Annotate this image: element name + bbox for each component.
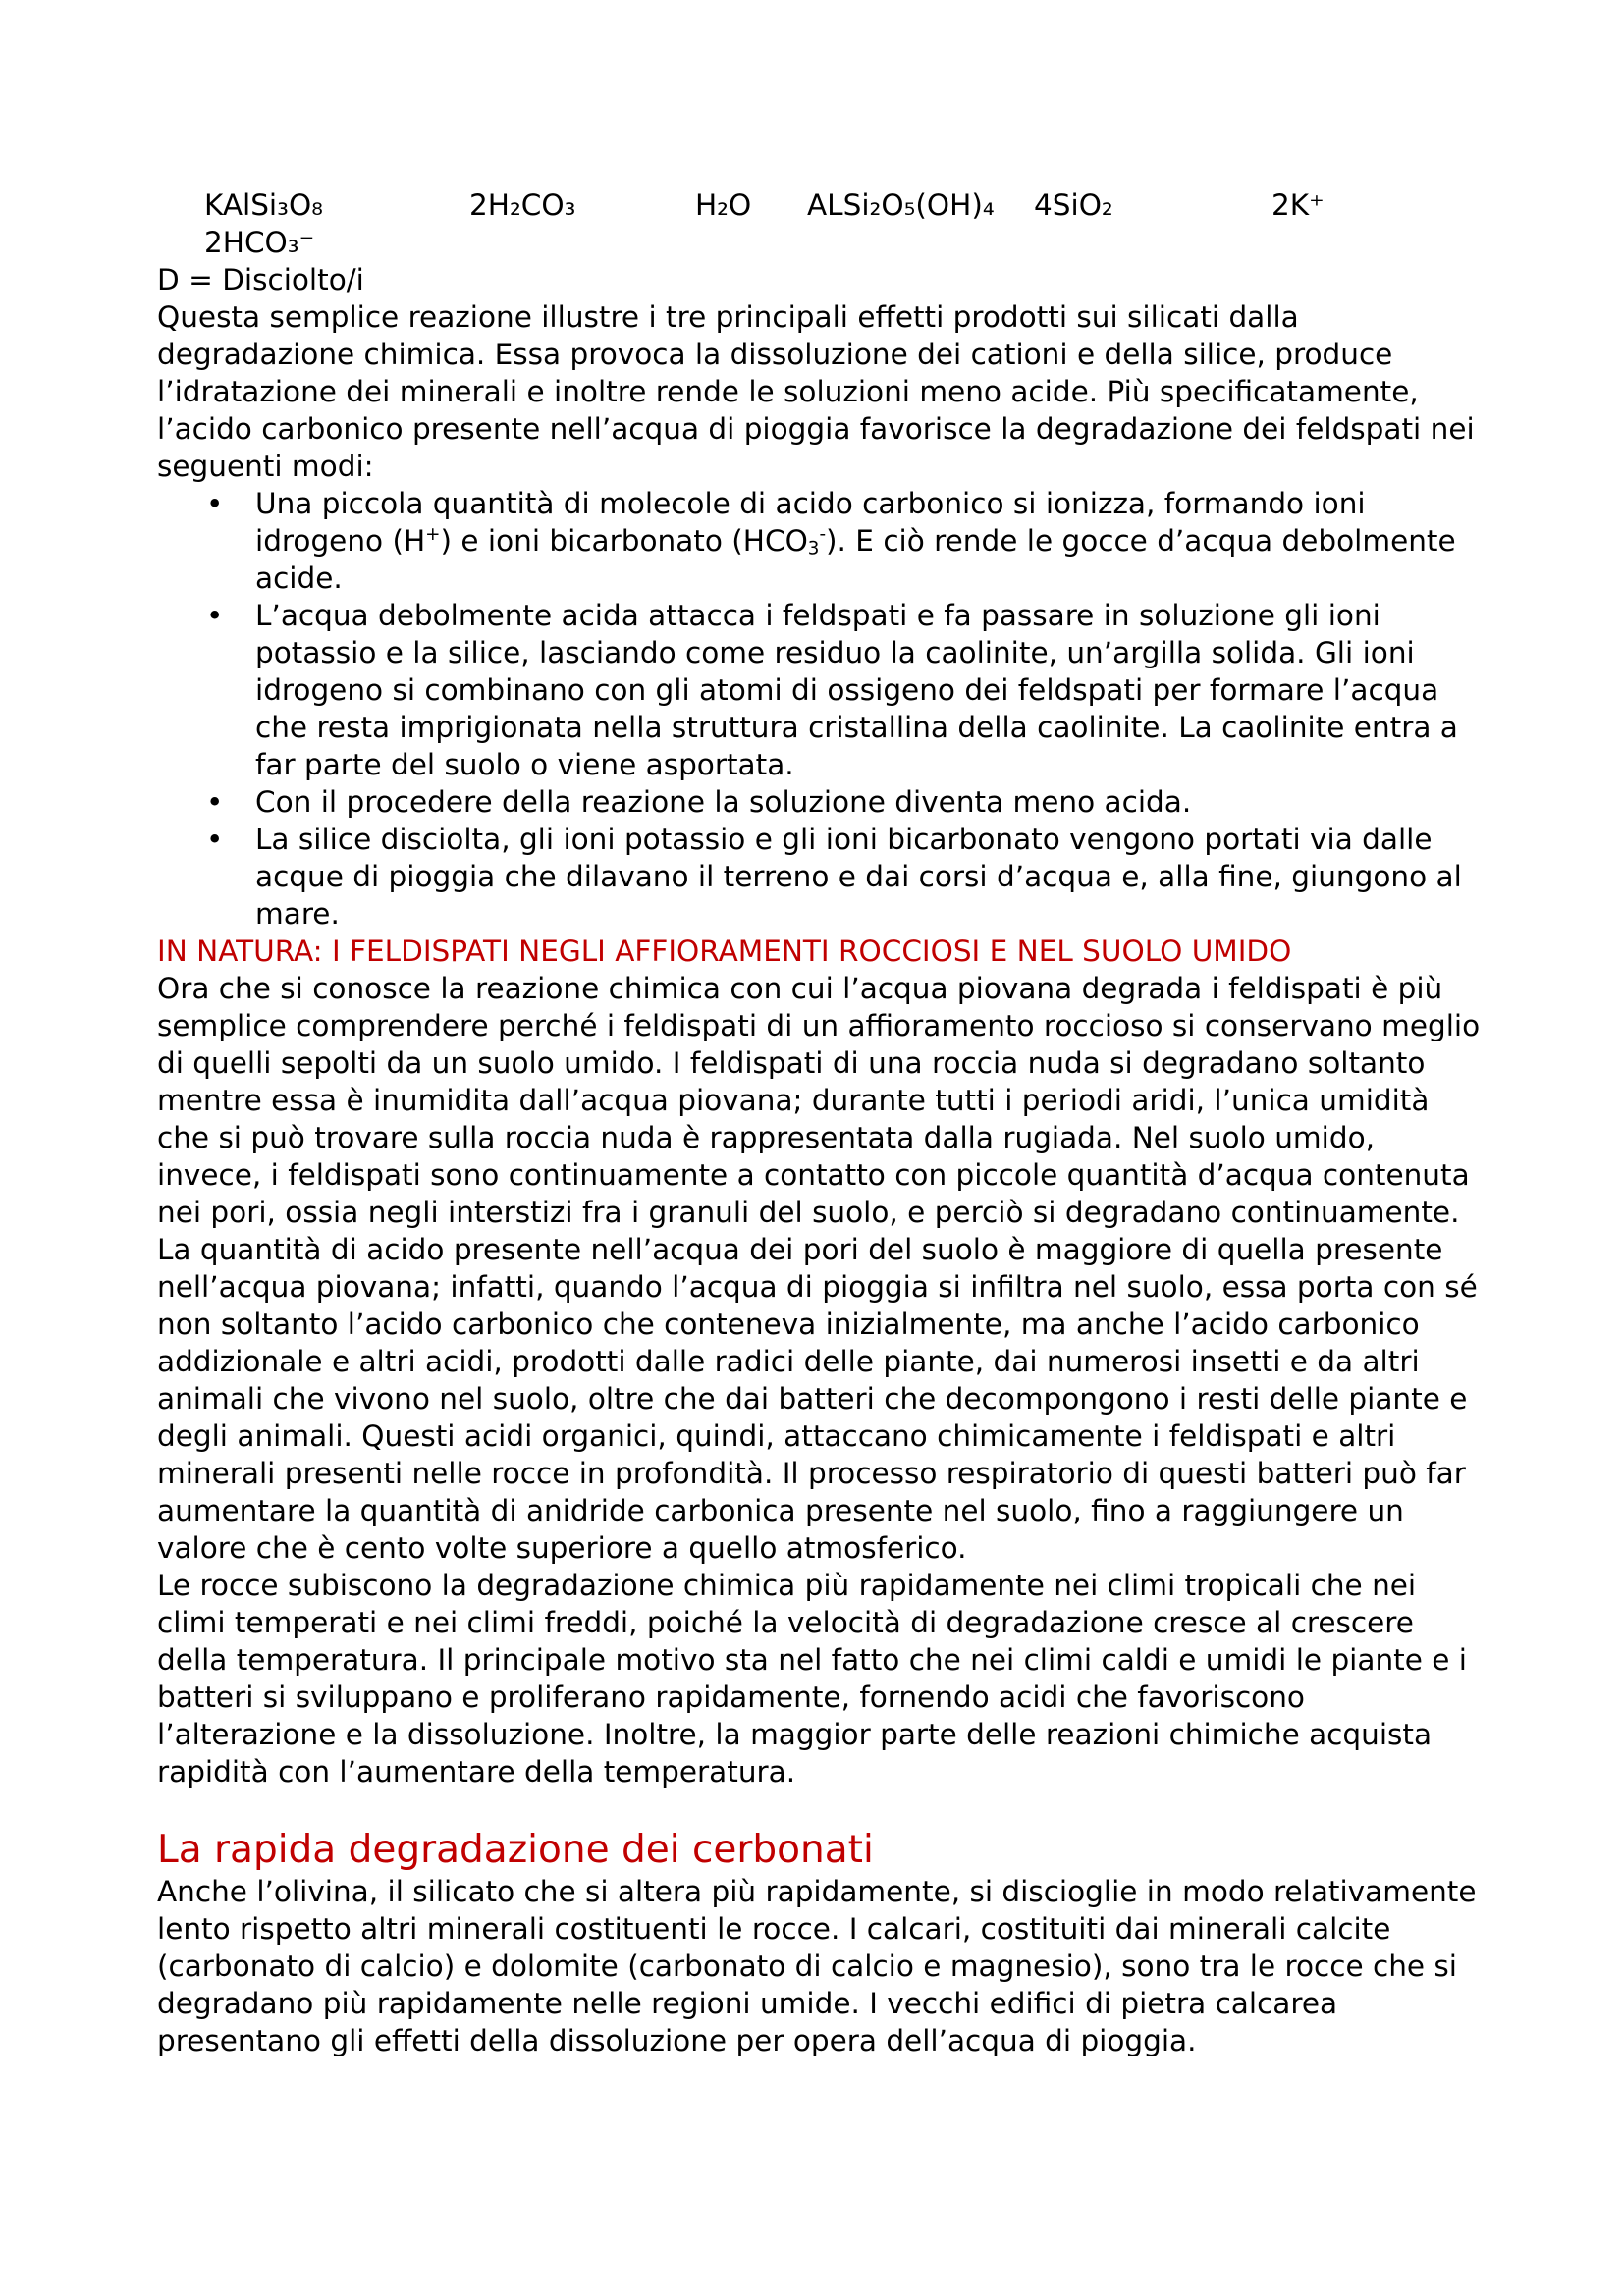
formula-term-feldspar: KAlSi₃O₈ (204, 188, 323, 222)
reaction-equation (157, 187, 1483, 224)
bullet-icon: • (206, 823, 224, 856)
bullet-icon: • (206, 487, 224, 520)
list-item (157, 783, 1483, 821)
paragraph-natura: Ora che si conosce la reazione chimica con cui l’acqua piovana degrada i feldispati è più semplice comprendere perché i feldispati di un affioramento roccioso si conservano meglio di quelli sepolti da un suolo umido. I feldispati di una roccia nuda si degradano soltanto mentre essa è inumidita dall’acqua piovana; durante tutti i periodi aridi, l’unica umidità che si può trovare sulla roccia nuda è rappresentata dalla rugiada. Nel suolo umido, invece, i feldispati sono continuamente a contatto con piccole quantità d’acqua contenuta nei pori, ossia negli interstizi fra i granuli del suolo, e perciò si degradano continuamente. La quantità di acido presente nell’acqua dei pori del suolo è maggiore di quella presente nell’acqua piovana; infatti, quando l’acqua di pioggia si infiltra nel suolo, essa porta con sé non soltanto l’acido carbonico che conteneva inizialmente, ma anche l’acido carbonico addizionale e altri acidi, prodotti dalle radici delle piante, dai numerosi insetti e da altri animali che vivono nel suolo, oltre che dai batteri che decompongono i resti delle piante e degli animali. Questi acidi organici, quindi, attaccano chimicamente i feldispati e altri minerali presenti nelle rocce in profondità. Il processo respiratorio di questi batteri può far aumentare la quantità di anidride carbonica presente nel suolo, fino a raggiungere un valore che è cento volte superiore a quello atmosferico. (157, 972, 1481, 1565)
subheading-natura: IN NATURA: I FELDISPATI NEGLI AFFIORAMENTI ROCCIOSI E NEL SUOLO UMIDO (157, 934, 1292, 968)
formula-term-kaolinite: ALSi₂O₅(OH)₄ (807, 188, 995, 222)
formula-term-carbonic-acid: 2H₂CO₃ (469, 188, 576, 222)
bullet-icon: • (206, 785, 224, 819)
list-item (157, 485, 1483, 597)
list-item-text: L’acqua debolmente acida attacca i feldspati e fa passare in soluzione gli ioni potassio e la silice, lasciando come residuo la caolinite, un’argilla solida. Gli ioni idrogeno si combinano con gli atomi di ossigeno dei feldspati per formare l’acqua che resta imprigionata nella struttura cristallina della caolinite. La caolinite entra a far parte del suolo o viene asportata. (255, 599, 1458, 781)
formula-term-silica: 4SiO₂ (1034, 188, 1113, 222)
section-title: La rapida degradazione dei cerbonati (157, 1828, 874, 1872)
formula-term-bicarbonate: 2HCO₃⁻ (204, 226, 315, 259)
list-item-text: La silice disciolta, gli ioni potassio e gli ioni bicarbonato vengono portati via dalle acque di pioggia che dilavano il terreno e dai corsi d’acqua e, alla fine, giungono al mare. (255, 823, 1462, 931)
formula-term-potassium: 2K⁺ (1271, 188, 1325, 222)
list-item-text: Con il procedere della reazione la soluzione diventa meno acida. (255, 785, 1192, 819)
list-item-text: Una piccola quantità di molecole di acido carbonico si ionizza, formando ioni idrogeno (H+) e ioni bicarbonato $(HCO_3^-)$. E ciò rende le gocce d’acqua debolmente acide. (255, 487, 1456, 595)
document-page (157, 187, 1483, 2059)
bullet-icon: • (206, 599, 224, 632)
legend-text: D = Disciolto/i (157, 263, 364, 296)
formula-term-water: H₂O (695, 188, 752, 222)
paragraph-carbonati: Anche l’olivina, il silicato che si altera più rapidamente, si discioglie in modo relativamente lento rispetto altri minerali costituenti le rocce. I calcari, costituiti dai minerali calcite (carbonato di calcio) e dolomite (carbonato di calcio e magnesio), sono tra le rocce che si degradano più rapidamente nelle regioni umide. I vecchi edifici di pietra calcarea presentano gli effetti della dissoluzione per opera dell’acqua di pioggia. (157, 1875, 1477, 2057)
bullet-list (157, 485, 1483, 933)
intro-paragraph: Questa semplice reazione illustre i tre principali effetti prodotti sui silicati dalla degradazione chimica. Essa provoca la dissoluzione dei cationi e della silice, produce l’idratazione dei minerali e inoltre rende le soluzioni meno acide. Più specificatamente, l’acido carbonico presente nell’acqua di pioggia favorisce la degradazione dei feldspati nei seguenti modi: (157, 300, 1475, 483)
list-item (157, 821, 1483, 933)
paragraph-clima: Le rocce subiscono la degradazione chimica più rapidamente nei climi tropicali che nei climi temperati e nei climi freddi, poiché la velocità di degradazione cresce al crescere della temperatura. Il principale motivo sta nel fatto che nei climi caldi e umidi le piante e i batteri si sviluppano e proliferano rapidamente, fornendo acidi che favoriscono l’alterazione e la dissoluzione. Inoltre, la maggior parte delle reazioni chimiche acquista rapidità con l’aumentare della temperatura. (157, 1569, 1467, 1789)
list-item (157, 597, 1483, 783)
